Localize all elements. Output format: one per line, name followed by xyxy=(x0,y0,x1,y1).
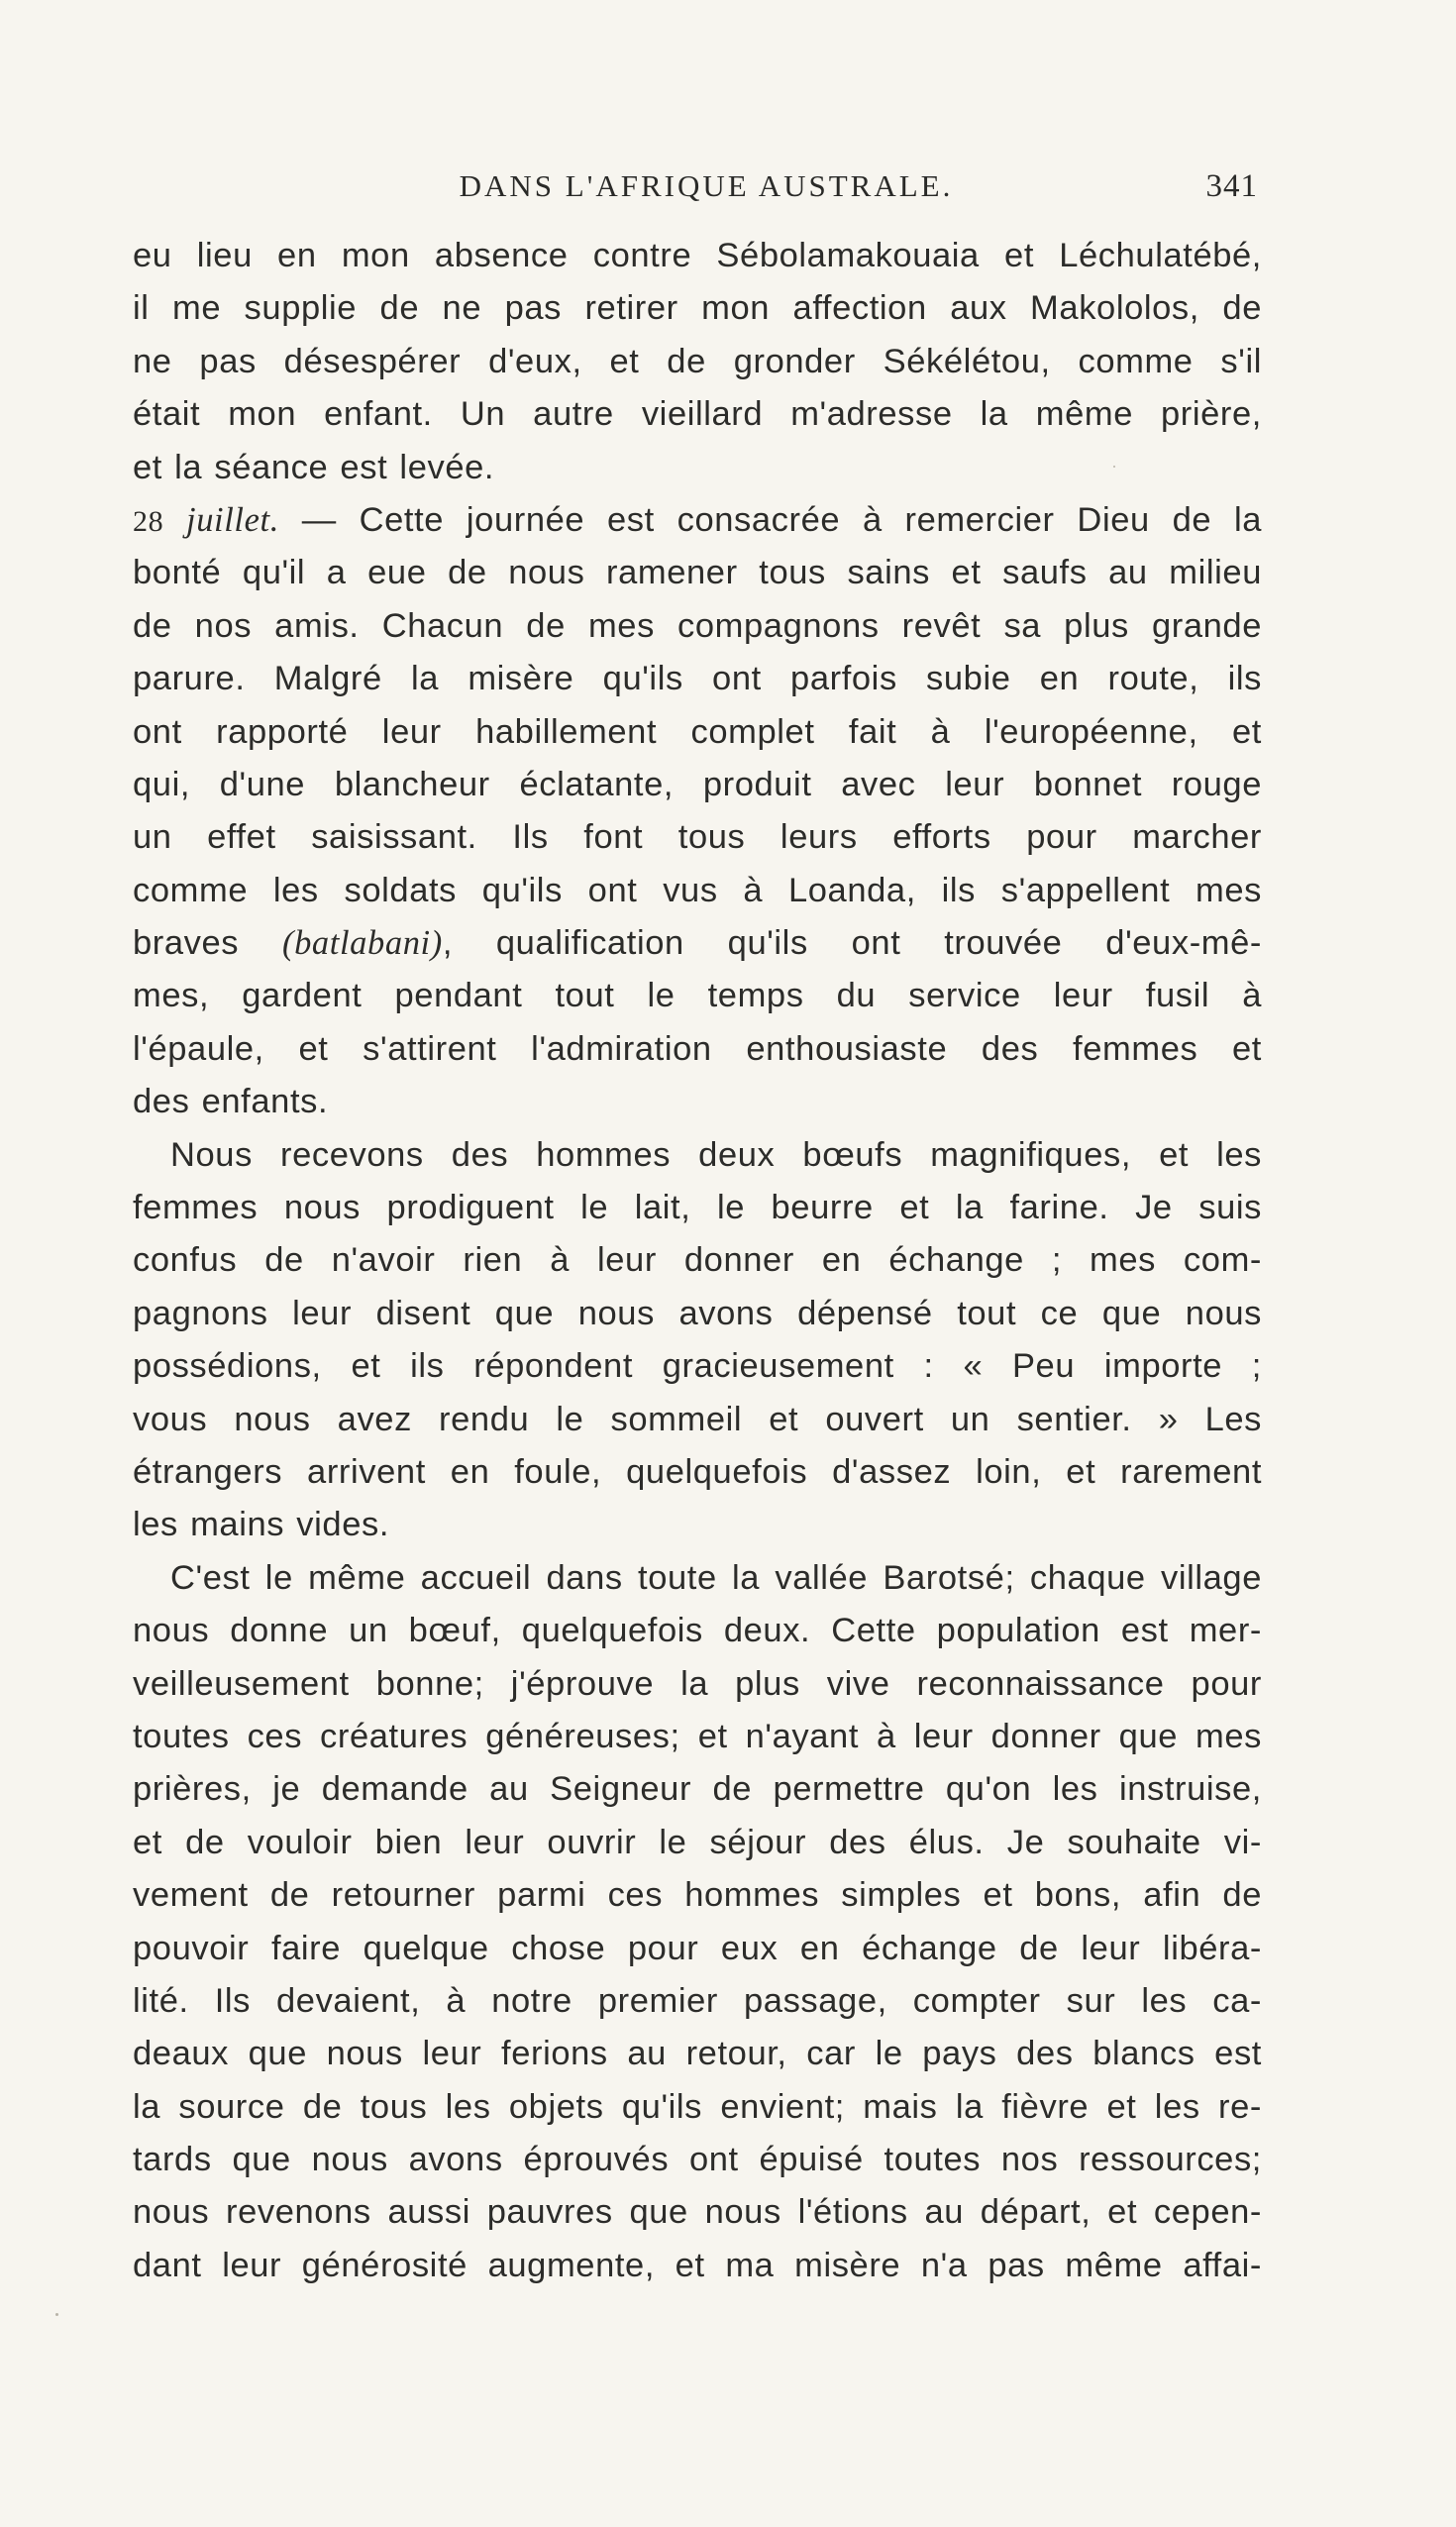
text-line: et la séance est levée. xyxy=(133,448,495,486)
text-line: pagnons leur disent que nous avons dépensé tout ce que nous xyxy=(133,1294,1262,1332)
text-line: ont rapporté leur habillement complet fait à l'européenne, et xyxy=(133,712,1262,751)
text-line: qui, d'une blancheur éclatante, produit avec leur bonnet rouge xyxy=(133,765,1262,803)
text-line: eu lieu en mon absence contre Sébolamakouaia et Léchulatébé, xyxy=(133,237,1262,274)
body-text xyxy=(133,230,1262,2292)
text-line: comme les soldats qu'ils ont vus à Loanda, ils s'appellent mes xyxy=(133,871,1262,909)
text-fragment: braves xyxy=(133,924,282,963)
text-line: C'est le même accueil dans toute la vallée Barotsé; chaque village xyxy=(170,1558,1262,1597)
text-line: dant leur générosité augmente, et ma misère n'a pas même affai- xyxy=(133,2246,1262,2284)
text-line: il me supplie de ne pas retirer mon affection aux Makololos, de xyxy=(133,289,1262,328)
text-line: prières, je demande au Seigneur de permettre qu'on les instruise, xyxy=(133,1770,1262,1809)
text-line: était mon enfant. Un autre vieillard m'adresse la même prière, xyxy=(133,395,1262,434)
text-line: mes, gardent pendant tout le temps du service leur fusil à xyxy=(133,977,1262,1015)
text-line: des enfants. xyxy=(133,1083,329,1121)
text-line: toutes ces créatures généreuses; et n'ayant à leur donner que mes xyxy=(133,1717,1262,1755)
text-line-with-italic xyxy=(133,917,1262,970)
text-line: vement de retourner parmi ces hommes simples et bons, afin de xyxy=(133,1876,1262,1915)
text-fragment: , qualification qu'ils ont trouvée d'eux-mê- xyxy=(442,924,1262,963)
text-line: vous nous avez rendu le sommeil et ouvert un sentier. » Les xyxy=(133,1400,1262,1438)
running-title: DANS L'AFRIQUE AUSTRALE. xyxy=(459,168,954,203)
text-line: et de vouloir bien leur ouvrir le séjour des élus. Je souhaite vi- xyxy=(133,1823,1262,1861)
running-head xyxy=(135,168,1258,212)
text-line: de nos amis. Chacun de mes compagnons revêt sa plus grande xyxy=(133,606,1262,645)
text-line: nous revenons aussi pauvres que nous l'étions au départ, et cepen- xyxy=(133,2193,1262,2232)
text-line: les mains vides. xyxy=(133,1506,390,1544)
date-word: juillet. xyxy=(186,500,279,539)
text-line: Nous recevons des hommes deux bœufs magnifiques, et les xyxy=(170,1135,1262,1174)
text-line: veilleusement bonne; j'éprouve la plus vive reconnaissance pour xyxy=(133,1664,1262,1703)
text-line: confus de n'avoir rien à leur donner en échange ; mes com- xyxy=(133,1241,1262,1280)
text-line: tards que nous avons éprouvés ont épuisé toutes nos ressources; xyxy=(133,2141,1262,2179)
text-line: ne pas désespérer d'eux, et de gronder Sékélétou, comme s'il xyxy=(133,342,1262,380)
paper-speck xyxy=(1113,466,1115,468)
dated-entry-line xyxy=(133,494,1262,547)
text-line: pouvoir faire quelque chose pour eux en échange de leur libéra- xyxy=(133,1929,1262,1967)
italic-term: (batlabani) xyxy=(281,924,443,963)
text-line: nous donne un bœuf, quelquefois deux. Cette population est mer- xyxy=(133,1612,1262,1650)
text-line: possédions, et ils répondent gracieusement : « Peu importe ; xyxy=(133,1347,1262,1386)
text-line: l'épaule, et s'attirent l'admiration enthousiaste des femmes et xyxy=(133,1029,1262,1068)
dated-entry-text: — Cette journée est consacrée à remercier Dieu de la xyxy=(278,500,1262,539)
text-line: étrangers arrivent en foule, quelquefois d'assez loin, et rarement xyxy=(133,1452,1262,1491)
text-line: un effet saisissant. Ils font tous leurs efforts pour marcher xyxy=(133,818,1262,857)
text-line: parure. Malgré la misère qu'ils ont parfois subie en route, ils xyxy=(133,660,1262,698)
text-line: bonté qu'il a eue de nous ramener tous sains et saufs au milieu xyxy=(133,554,1262,592)
page-number: 341 xyxy=(1205,168,1258,204)
date-number: 28 xyxy=(133,504,164,538)
text-line: la source de tous les objets qu'ils envient; mais la fièvre et les re- xyxy=(133,2087,1262,2126)
text-line: femmes nous prodiguent le lait, le beurre et la farine. Je suis xyxy=(133,1189,1262,1227)
text-line: deaux que nous leur ferions au retour, car le pays des blancs est xyxy=(133,2035,1262,2073)
paper-speck xyxy=(55,2313,58,2316)
text-line: lité. Ils devaient, à notre premier passage, compter sur les ca- xyxy=(133,1981,1262,2020)
